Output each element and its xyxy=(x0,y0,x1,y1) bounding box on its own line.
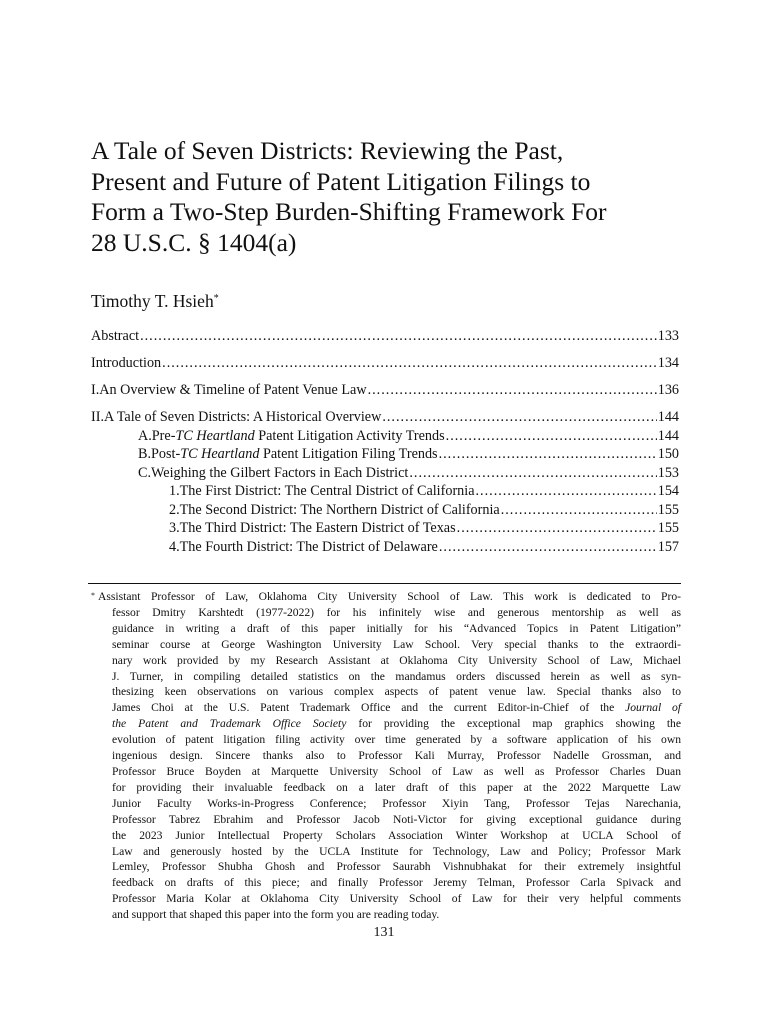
journal-name-italic: Journal of xyxy=(625,701,682,715)
footnote-line: the 2023 Junior Intellectual Property Scholars Association Winter Workshop at UCLA School of xyxy=(112,828,681,842)
toc-entry-text: A Tale of Seven Districts: A Historical Overview xyxy=(104,409,382,425)
toc-dot-leader xyxy=(140,327,657,345)
footnote-line: Lemley, Professor Shubha Ghosh and Professor Saurabh Vishnubhakat for their extremely insightful xyxy=(112,860,681,874)
toc-dot-leader xyxy=(446,427,657,445)
title-line: Present and Future of Patent Litigation Filings to xyxy=(91,166,591,196)
toc-entry-label xyxy=(91,381,367,399)
toc-page-number: 153 xyxy=(657,465,679,481)
toc-entry-number: A. xyxy=(138,428,152,444)
toc-entry-label: Introduction xyxy=(91,355,162,371)
toc-page-number: 133 xyxy=(657,328,679,344)
toc-entry-label xyxy=(91,408,381,426)
toc-entry-text-rest: Patent Litigation Filing Trends xyxy=(259,446,438,462)
footnote-text: James Choi at the U.S. Patent Trademark Office and the current Editor-in-Chief of the xyxy=(112,701,615,715)
toc-page-number: 144 xyxy=(657,409,679,425)
author-footnote-mark[interactable]: * xyxy=(213,293,219,304)
footnote-line: feedback on drafts of this piece; and finally Professor Jeremy Telman, Professor Carla Spivack and xyxy=(112,876,681,890)
toc-entry-text-rest: Patent Litigation Activity Trends xyxy=(254,428,445,444)
toc-entry-number: 4. xyxy=(169,539,180,555)
toc-entry-item-1[interactable] xyxy=(169,482,679,500)
footnote-line xyxy=(91,700,681,716)
toc-page-number: 134 xyxy=(657,355,679,371)
toc-entry-subsection-c[interactable] xyxy=(138,464,679,482)
toc-dot-leader xyxy=(382,408,656,426)
footnote-line: thesizing keen observations on various complex aspects of patent venue law. Special thanks also to xyxy=(112,685,681,699)
toc-dot-leader xyxy=(501,501,657,519)
title-line: 28 U.S.C. § 1404(a) xyxy=(91,227,297,257)
toc-entry-number: II. xyxy=(91,409,104,425)
footnote-mark: * xyxy=(91,591,95,600)
footnote-line: for providing their invaluable feedback on a later draft of this paper at the 2022 Marquette Law xyxy=(112,780,681,794)
toc-entry-item-3[interactable] xyxy=(169,519,679,537)
toc-page-number: 144 xyxy=(657,428,679,444)
toc-entry-label: The Third District: The Eastern District of Texas xyxy=(179,520,456,536)
author-name xyxy=(91,290,219,312)
toc-entry-number: I. xyxy=(91,382,100,398)
footnote-line: Professor Tabrez Ebrahim and Professor Jacob Noti-Victor for giving exceptional guidance during xyxy=(112,812,681,826)
toc-entry-number: 3. xyxy=(169,520,180,536)
title-line: Form a Two-Step Burden-Shifting Framework For xyxy=(91,197,607,227)
toc-entry-number: C. xyxy=(138,465,152,481)
toc-entry-label xyxy=(151,445,438,463)
author-footnote xyxy=(91,589,681,923)
toc-entry-label: The First District: The Central District of California xyxy=(179,483,475,499)
toc-page-number: 150 xyxy=(657,446,679,462)
toc-entry-abstract[interactable] xyxy=(91,327,679,345)
toc-entry-text: Pre- xyxy=(151,428,176,444)
toc-entry-label: The Fourth District: The District of Delaware xyxy=(179,539,438,555)
article-title xyxy=(91,136,691,258)
author-name-text: Timothy T. Hsieh xyxy=(91,291,214,311)
toc-entry-section-ii[interactable] xyxy=(91,408,679,426)
footnote-line: Professor Bruce Boyden at Marquette University School of Law as well as Professor Charles Duan xyxy=(112,764,681,778)
footnote-line: Law and generously hosted by the UCLA Institute for Technology, Law and Policy; Professor Mark xyxy=(112,844,681,858)
toc-page-number: 157 xyxy=(657,539,679,555)
toc-entry-italic-text: TC Heartland xyxy=(175,428,255,444)
footnote-line: seminar course at George Washington University Law School. Very special thanks to the extraordi- xyxy=(112,637,681,651)
footnote-separator xyxy=(88,583,681,584)
toc-entry-label: The Second District: The Northern District of California xyxy=(179,502,500,518)
toc-entry-number: 2. xyxy=(169,502,180,518)
toc-entry-introduction[interactable] xyxy=(91,354,679,372)
toc-entry-number: B. xyxy=(138,446,152,462)
toc-page-number: 136 xyxy=(657,382,679,398)
toc-entry-text: Post- xyxy=(151,446,181,462)
toc-entry-text: An Overview & Timeline of Patent Venue Law xyxy=(99,382,367,398)
toc-page-number: 154 xyxy=(657,483,679,499)
toc-dot-leader xyxy=(162,354,657,372)
title-line: A Tale of Seven Districts: Reviewing the Past, xyxy=(91,136,564,165)
footnote-line: nary work provided by my Research Assistant at Oklahoma City University School of Law, Michael xyxy=(112,653,681,667)
toc-entry-number: 1. xyxy=(169,483,180,499)
toc-entry-label: Weighing the Gilbert Factors in Each District xyxy=(151,465,409,481)
toc-entry-subsection-a[interactable] xyxy=(138,427,679,445)
toc-entry-label: Abstract xyxy=(91,328,140,344)
footnote-line: and support that shaped this paper into the form you are reading today. xyxy=(112,908,440,922)
journal-name-italic: the Patent and Trademark Office Society xyxy=(112,717,347,731)
toc-entry-label xyxy=(152,427,445,445)
toc-dot-leader xyxy=(439,445,657,463)
footnote-line xyxy=(91,716,681,732)
footnote-line: evolution of patent litigation filing activity over time generated by a software application of his own xyxy=(112,733,681,747)
toc-dot-leader xyxy=(368,381,657,399)
footnote-line: fessor Dmitry Karshtedt (1977-2022) for his infinitely wise and generous mentorship as well as xyxy=(112,605,681,619)
footnote-text: for providing the exceptional map graphics showing the xyxy=(346,717,681,731)
footnote-line: J. Turner, in compiling detailed statistics on the mandamus orders discussed herein as well as syn- xyxy=(112,669,681,683)
footnote-line: guidance in writing a draft of this paper initially for his “Advanced Topics in Patent Litigation” xyxy=(112,621,681,635)
toc-dot-leader xyxy=(457,519,657,537)
toc-entry-item-4[interactable] xyxy=(169,538,679,556)
toc-entry-subsection-b[interactable] xyxy=(138,445,679,463)
toc-page-number: 155 xyxy=(657,502,679,518)
page-number: 131 xyxy=(373,925,395,940)
footnote-line: Junior Faculty Works-in-Progress Conference; Professor Xiyin Tang, Professor Tejas Narechania, xyxy=(112,796,681,810)
footnote-line: Professor Maria Kolar at Oklahoma City University School of Law for their very helpful comments xyxy=(112,892,681,906)
toc-dot-leader xyxy=(476,482,657,500)
footnote-line xyxy=(91,589,681,605)
toc-dot-leader xyxy=(409,464,656,482)
toc-page-number: 155 xyxy=(657,520,679,536)
footnote-text: Assistant Professor of Law, Oklahoma City University School of Law. This work is dedicated to Pro- xyxy=(98,590,681,603)
toc-dot-leader xyxy=(439,538,657,556)
toc-entry-item-2[interactable] xyxy=(169,501,679,519)
toc-entry-section-i[interactable] xyxy=(91,381,679,399)
footnote-line: ingenious design. Sincere thanks also to Professor Kali Murray, Professor Nadelle Grossman, and xyxy=(112,749,681,763)
toc-entry-italic-text: TC Heartland xyxy=(180,446,260,462)
